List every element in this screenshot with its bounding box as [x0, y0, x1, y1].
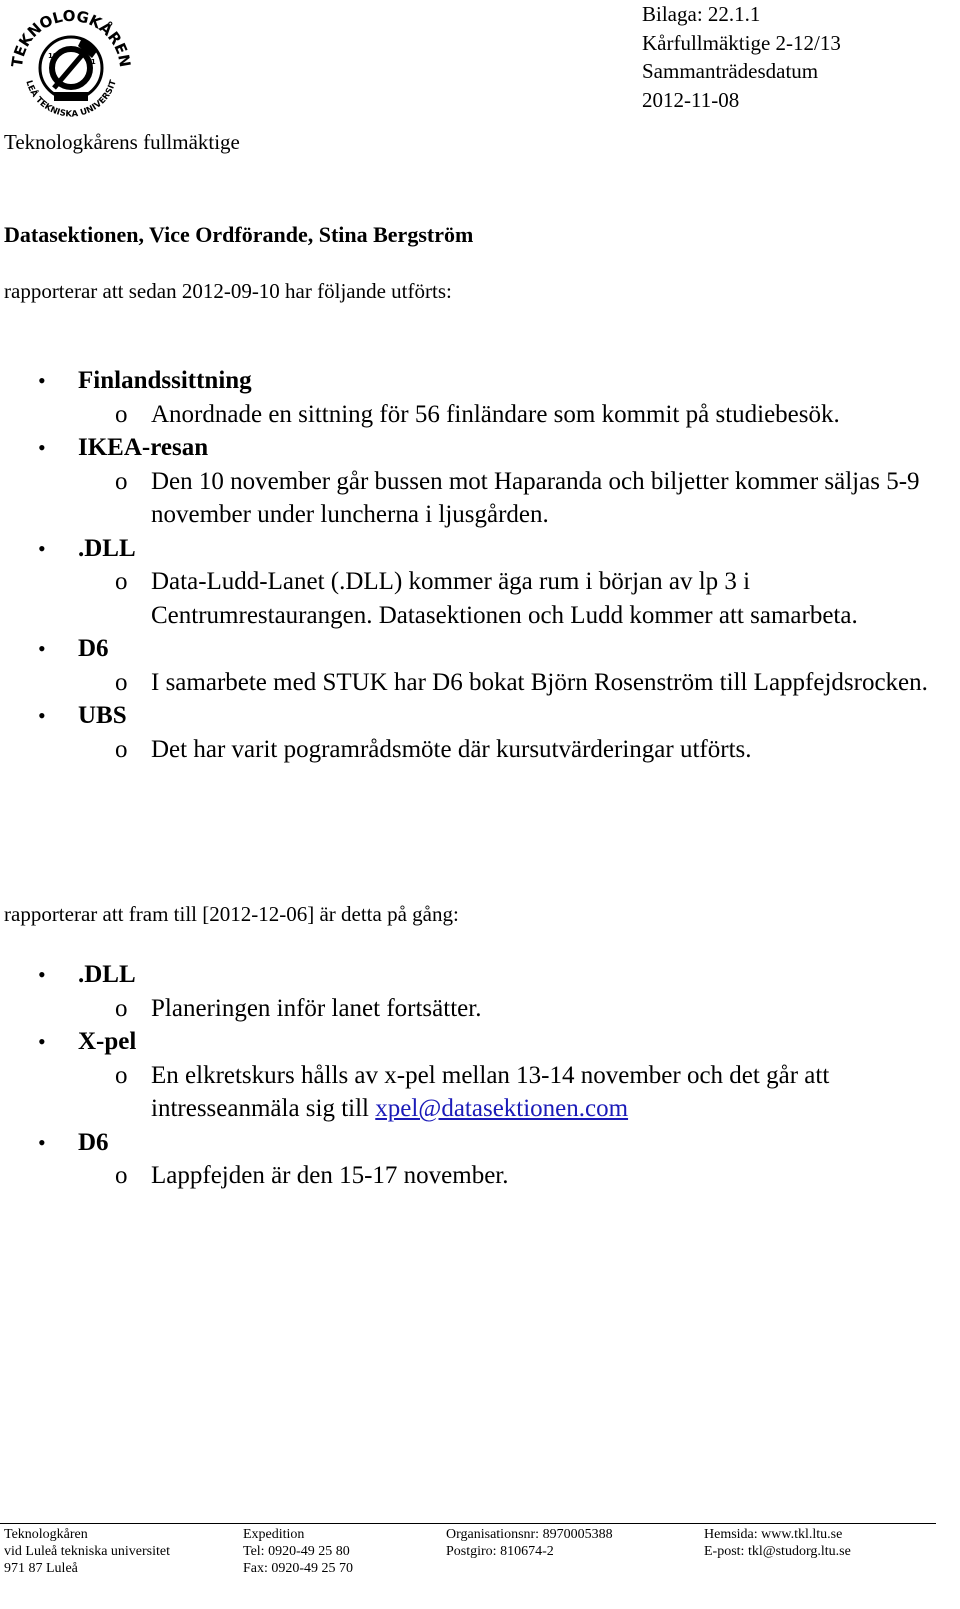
list-item — [38, 699, 938, 766]
footer-org-info — [446, 1526, 613, 1560]
item-heading: UBS — [78, 702, 127, 729]
done-intro: rapporterar att sedan 2012-09-10 har följande utförts: — [4, 279, 452, 303]
footer-divider — [0, 1523, 936, 1524]
logo-year-right: 71 — [86, 58, 96, 66]
bullet-icon: • — [38, 636, 46, 661]
sub-bullet-icon: o — [115, 735, 128, 763]
list-item — [38, 532, 938, 633]
item-text: En elkretskurs hålls av x-pel mellan 13-14 november och det går att intresseanmäla sig till — [151, 1061, 830, 1122]
list-item — [38, 958, 938, 1025]
footer-line: Fax: 0920-49 25 70 — [243, 1561, 354, 1576]
bullet-icon: • — [38, 1129, 46, 1155]
logo-year-left: 19 — [48, 52, 58, 60]
list-item — [38, 1126, 938, 1193]
meeting-name: Kårfullmäktige 2-12/13 — [642, 30, 841, 55]
footer-line: Teknologkåren — [4, 1527, 88, 1542]
item-text: Data-Ludd-Lanet (.DLL) kommer äga rum i början av lp 3 i Centrumrestaurangen. Datasektionen och Ludd kommer att samarbeta. — [151, 568, 858, 629]
sub-bullet-icon: o — [115, 994, 128, 1022]
item-heading: D6 — [78, 1128, 109, 1156]
footer-line: Tel: 0920-49 25 80 — [243, 1544, 350, 1559]
item-heading: IKEA-resan — [78, 434, 209, 461]
upcoming-intro: rapporterar att fram till [2012-12-06] är detta på gång: — [4, 902, 459, 926]
sub-bullet-icon: o — [115, 668, 128, 696]
bullet-icon: • — [38, 703, 46, 728]
footer-line: E-post: tkl@studorg.ltu.se — [704, 1544, 851, 1559]
sub-bullet-icon: o — [115, 1061, 128, 1089]
item-text: Lappfejden är den 15-17 november. — [151, 1162, 509, 1189]
list-item — [38, 431, 938, 532]
sub-bullet-icon: o — [115, 1162, 128, 1189]
email-link[interactable]: xpel@datasektionen.com — [375, 1095, 629, 1122]
footer-line: Hemsida: www.tkl.ltu.se — [704, 1527, 843, 1542]
item-heading: D6 — [78, 635, 109, 662]
org-name: Teknologkårens fullmäktige — [4, 130, 240, 154]
footer-line: Postgiro: 810674-2 — [446, 1544, 554, 1559]
item-text: Planeringen inför lanet fortsätter. — [151, 994, 482, 1022]
logo-text-bottom: LEÅ TEKNISKA UNIVERSIT — [23, 78, 119, 120]
footer-line: 971 87 Luleå — [4, 1561, 78, 1576]
list-item — [38, 1025, 938, 1126]
appendix-number: Bilaga: 22.1.1 — [642, 2, 761, 26]
bullet-icon: • — [38, 368, 46, 393]
item-text: I samarbete med STUK har D6 bokat Björn Rosenström till Lappfejdsrocken. — [151, 668, 928, 696]
list-item — [38, 364, 938, 431]
sub-bullet-icon: o — [115, 568, 128, 595]
item-text: Det har varit pogramrådsmöte där kursutvärderingar utförts. — [151, 735, 752, 763]
bullet-icon: • — [38, 962, 46, 987]
date-label: Sammanträdesdatum — [642, 59, 819, 83]
meeting-date: 2012-11-08 — [642, 87, 740, 112]
item-heading: X-pel — [78, 1028, 137, 1055]
item-heading: .DLL — [78, 961, 136, 988]
footer-contact — [243, 1526, 353, 1577]
footer-line: Expedition — [243, 1527, 305, 1542]
sub-bullet-icon: o — [115, 400, 128, 428]
logo-text-top: EKNOLOGKÅRE — [10, 8, 131, 59]
footer-line: vid Luleå tekniska universitet — [4, 1544, 171, 1559]
done-list — [38, 364, 938, 766]
teknologkaren-seal-icon — [10, 8, 132, 126]
item-heading: Finlandssittning — [78, 367, 252, 394]
item-text: Den 10 november går bussen mot Haparanda och biljetter kommer säljas 5-9 november under luncherna i ljusgården. — [151, 467, 920, 528]
list-item — [38, 632, 938, 699]
footer-address — [4, 1526, 170, 1577]
report-title: Datasektionen, Vice Ordförande, Stina Bergström — [4, 222, 474, 247]
meeting-info — [642, 0, 841, 114]
upcoming-list — [38, 958, 938, 1193]
footer-web — [704, 1526, 851, 1560]
bullet-icon: • — [38, 535, 46, 561]
bullet-icon: • — [38, 435, 46, 460]
bullet-icon: • — [38, 1029, 46, 1054]
item-heading: .DLL — [78, 534, 136, 562]
teknologkaren-logo — [10, 8, 132, 126]
item-text: Anordnade en sittning för 56 finländare som kommit på studiebesök. — [151, 400, 840, 428]
sub-bullet-icon: o — [115, 467, 128, 495]
footer-line: Organisationsnr: 8970005388 — [446, 1527, 613, 1542]
